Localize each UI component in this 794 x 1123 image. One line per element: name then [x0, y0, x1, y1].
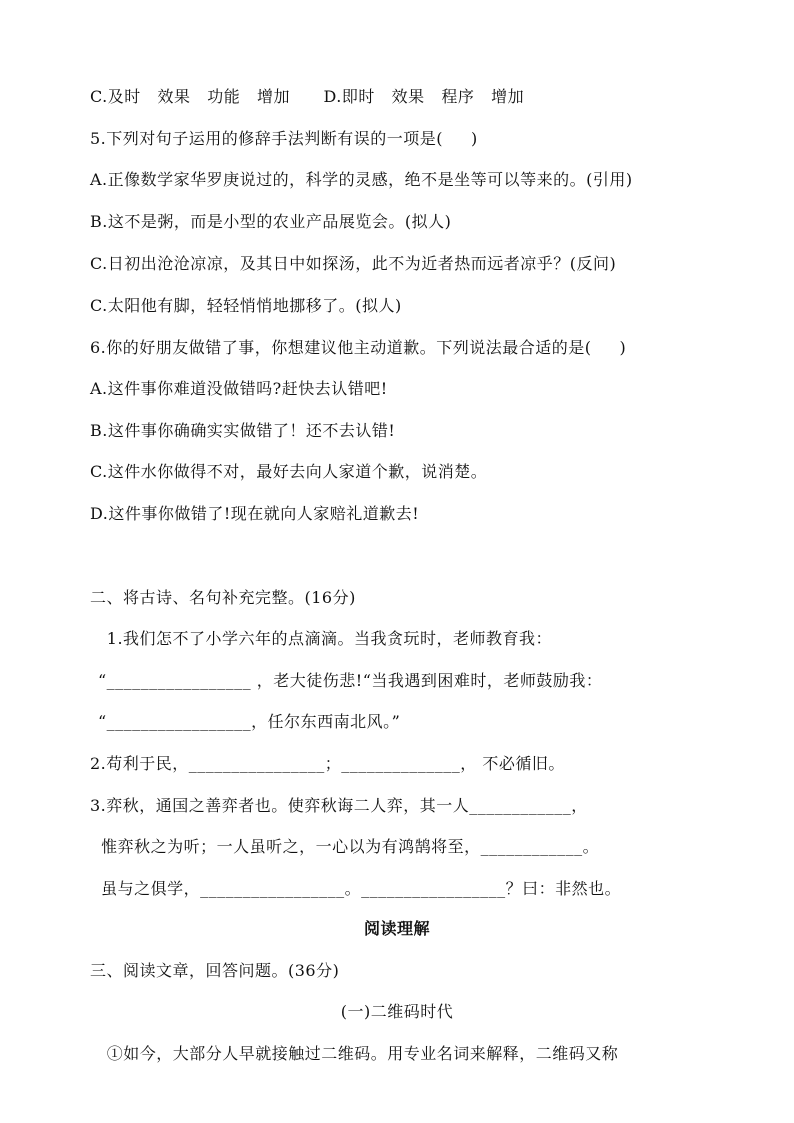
- article-title: (一)二维码时代: [340, 1002, 454, 1021]
- q6-option-a: A.这件事你难道没做错吗?赶快去认错吧!: [90, 379, 388, 398]
- q6-stem: 6.你的好朋友做错了事，你想建议他主动道歉。下列说法最合适的是( ): [90, 338, 627, 357]
- s2-q1-line1: 1.我们怎不了小学六年的点滴滴。当我贪玩时，老师教育我：: [90, 629, 553, 648]
- q5-option-a: A.正像数学家华罗庚说过的，科学的灵感，绝不是坐等可以等来的。(引用): [90, 170, 633, 189]
- s2-q3-line1: 3.弈秋，通国之善弈者也。使弈秋诲二人弈，其一人____________，: [90, 796, 588, 815]
- s2-q2: 2.苟利于民，________________；______________， 不必循旧。: [90, 754, 565, 773]
- q5-option-d: C.太阳他有脚，轻轻悄悄地挪移了。(拟人): [90, 296, 402, 315]
- q6-option-d: D.这件事你做错了!现在就向人家赔礼道歉去!: [90, 504, 420, 523]
- section-three-heading: 三、阅读文章，回答问题。(36分): [90, 961, 340, 980]
- q5-option-c: C.日初出沧沧凉凉，及其日中如探汤，此不为近者热而远者凉乎？(反问): [90, 254, 617, 273]
- s2-q3-line2: 惟弈秋之为听；一人虽听之，一心以为有鸿鹄将至，____________。: [90, 837, 600, 856]
- section-two-heading: 二、将古诗、名句补充完整。(16分): [90, 588, 356, 607]
- q6-option-b: B.这件事你确确实实做错了！还不去认错!: [90, 421, 396, 440]
- q5-stem: 5.下列对句子运用的修辞手法判断有误的一项是( ): [90, 129, 478, 148]
- s2-q1-line2: “_________________ ，老大徒伤悲!“当我遇到困难时，老师鼓励我：: [98, 671, 603, 690]
- s2-q1-line3: “_________________，任尔东西南北风。”: [98, 712, 401, 731]
- article-paragraph-1: ①如今，大部分人早就接触过二维码。用专业名词来解释，二维码又称: [90, 1044, 619, 1063]
- q6-option-c: C.这件水你做得不对，最好去向人家道个歉，说消楚。: [90, 462, 488, 481]
- q4-options-c-d: C.及时 效果 功能 增加 D.即时 效果 程序 增加: [90, 87, 525, 106]
- reading-title: 阅读理解: [363, 919, 430, 938]
- s2-q3-line3: 虽与之俱学，_________________。_________________？曰：非然也。: [90, 879, 622, 898]
- q5-option-b: B.这不是粥，而是小型的农业产品展览会。(拟人): [90, 212, 452, 231]
